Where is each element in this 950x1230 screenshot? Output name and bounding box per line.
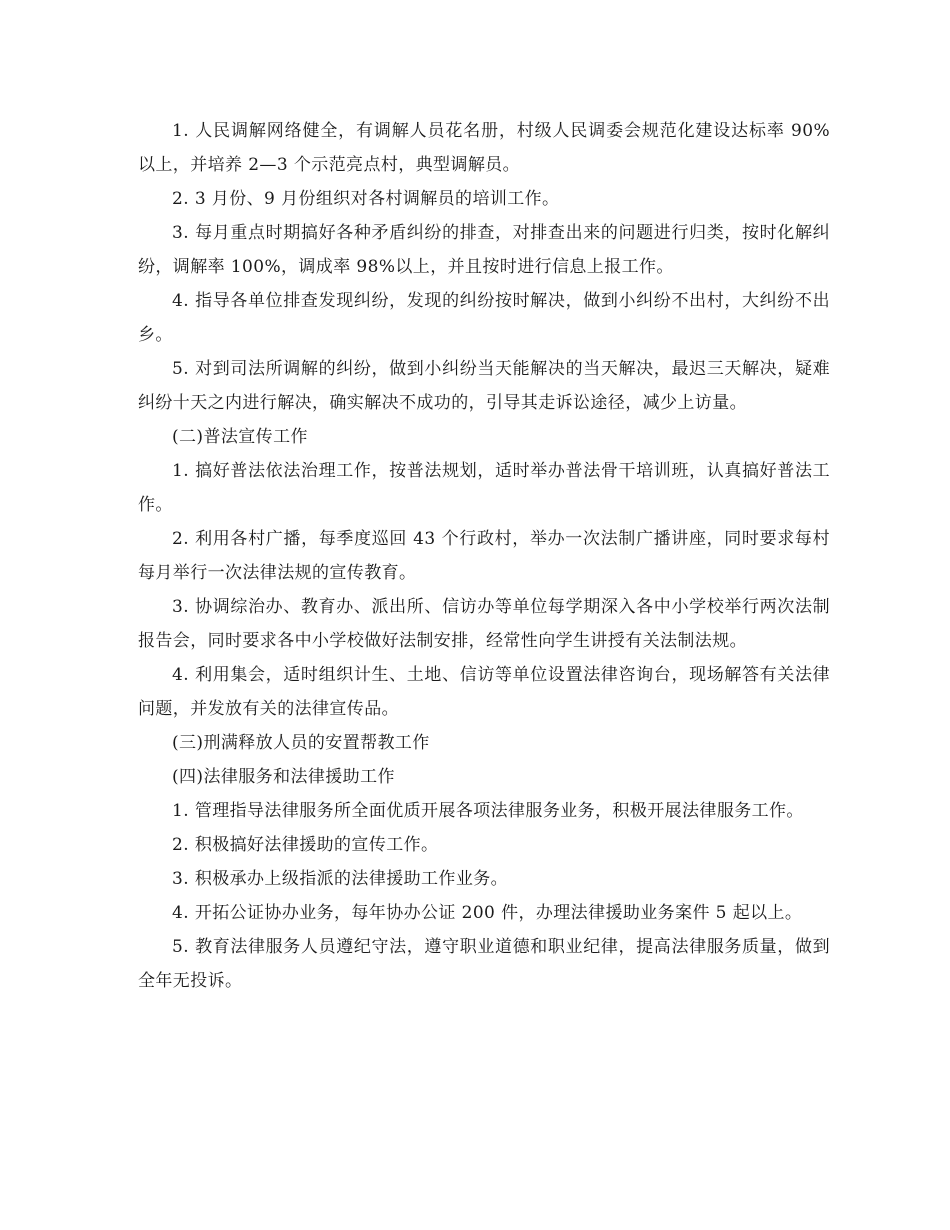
paragraph-staff-conduct: 5. 教育法律服务人员遵纪守法，遵守职业道德和职业纪律，提高法律服务质量，做到全年无投诉。 <box>138 937 830 991</box>
section-heading-released-persons: (三)刑满释放人员的安置帮教工作 <box>172 733 430 753</box>
paragraph-school-reports: 3. 协调综治办、教育办、派出所、信访办等单位每学期深入各中小学校举行两次法制报告会，同时要求各中小学校做好法制安排，经常性向学生讲授有关法制法规。 <box>138 597 830 651</box>
section-heading-legal-publicity: (二)普法宣传工作 <box>172 427 308 447</box>
paragraph-mediator-training: 2. 3 月份、9 月份组织对各村调解员的培训工作。 <box>172 189 560 209</box>
paragraph-judicial-office-disputes: 5. 对到司法所调解的纠纷，做到小纠纷当天能解决的当天解决，最迟三天解决，疑难纠纷十天之内进行解决，确实解决不成功的，引导其走诉讼途径，减少上访量。 <box>138 359 830 413</box>
paragraph-legal-consultation: 4. 利用集会，适时组织计生、土地、信访等单位设置法律咨询台，现场解答有关法律问题，并发放有关的法律宣传品。 <box>138 665 830 719</box>
paragraph-village-broadcast: 2. 利用各村广播，每季度巡回 43 个行政村，举办一次法制广播讲座，同时要求每村每月举行一次法律法规的宣传教育。 <box>138 529 830 583</box>
paragraph-dispute-screening: 3. 每月重点时期搞好各种矛盾纠纷的排查，对排查出来的问题进行归类，按时化解纠纷，调解率 100%，调成率 98%以上，并且按时进行信息上报工作。 <box>138 223 830 277</box>
paragraph-legal-service-office: 1. 管理指导法律服务所全面优质开展各项法律服务业务，积极开展法律服务工作。 <box>172 801 804 821</box>
paragraph-law-governance: 1. 搞好普法依法治理工作，按普法规划，适时举办普法骨干培训班，认真搞好普法工作。 <box>138 461 830 515</box>
paragraph-legal-aid-cases: 3. 积极承办上级指派的法律援助工作业务。 <box>172 869 509 889</box>
section-heading-legal-services: (四)法律服务和法律援助工作 <box>172 767 395 787</box>
paragraph-legal-aid-publicity: 2. 积极搞好法律援助的宣传工作。 <box>172 835 439 855</box>
document-page <box>138 114 830 998</box>
paragraph-unit-guidance: 4. 指导各单位排查发现纠纷，发现的纠纷按时解决，做到小纠纷不出村，大纠纷不出乡。 <box>138 291 830 345</box>
paragraph-mediation-network: 1. 人民调解网络健全，有调解人员花名册，村级人民调委会规范化建设达标率 90%以上，并培养 2—3 个示范亮点村，典型调解员。 <box>138 121 830 175</box>
paragraph-notary-assistance: 4. 开拓公证协办业务，每年协办公证 200 件，办理法律援助业务案件 5 起以上。 <box>172 903 803 923</box>
